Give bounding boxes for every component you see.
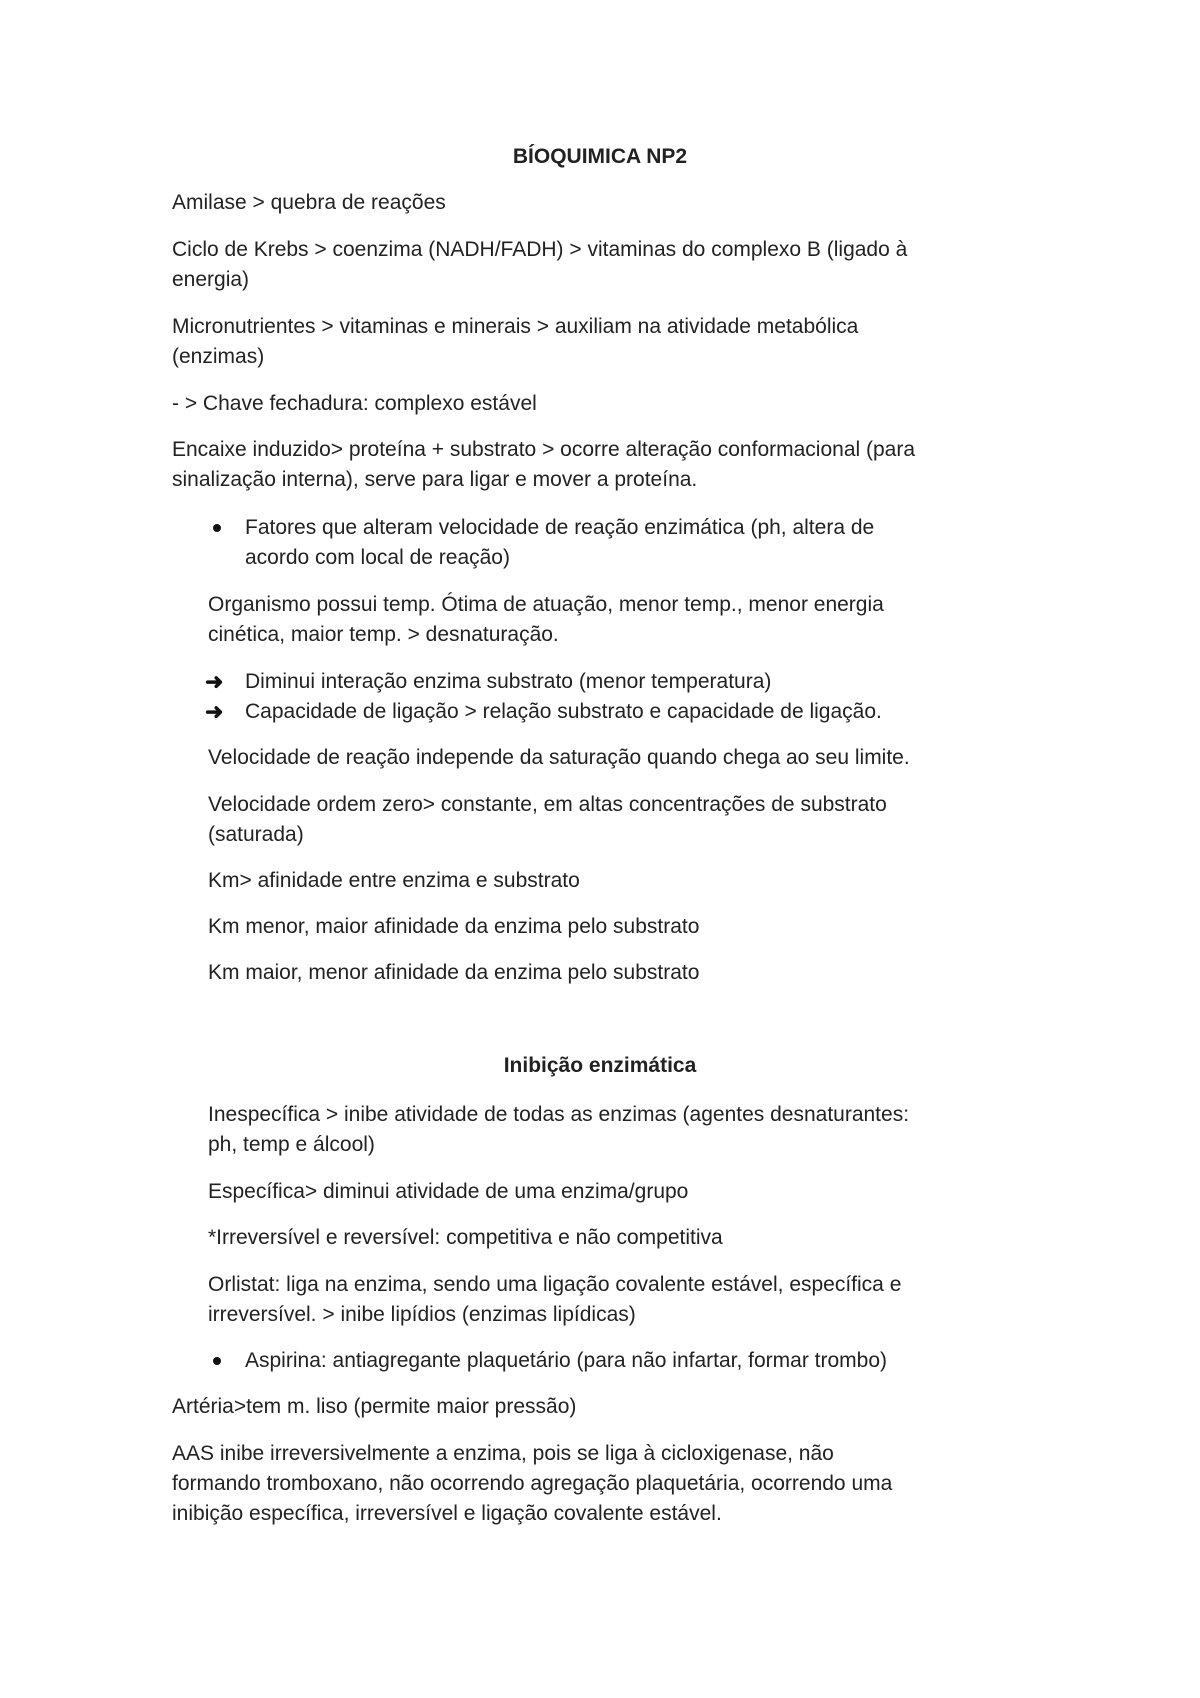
arrow-right-icon: ➜ [205, 669, 224, 694]
paragraph-chave-fechadura: - > Chave fechadura: complexo estável [172, 392, 537, 415]
paragraph-inespecifica-line2: ph, temp e álcool) [208, 1133, 375, 1156]
paragraph-krebs-line2: energia) [172, 268, 250, 291]
arrow-item-diminui: Diminui interação enzima substrato (menor temperatura) [245, 670, 772, 693]
arrow-right-icon: ➜ [205, 699, 224, 724]
paragraph-km-afinidade: Km> afinidade entre enzima e substrato [208, 869, 580, 892]
paragraph-ordem-zero-line1: Velocidade ordem zero> constante, em altas concentrações de substrato [208, 793, 887, 816]
paragraph-aas-line2: formando tromboxano, não ocorrendo agregação plaquetária, ocorrendo uma [172, 1472, 893, 1495]
paragraph-aas-line1: AAS inibe irreversivelmente a enzima, pois se liga à cicloxigenase, não [172, 1442, 834, 1465]
paragraph-micronutrientes-line2: (enzimas) [172, 345, 265, 368]
paragraph-organismo-line2: cinética, maior temp. > desnaturação. [208, 623, 559, 646]
paragraph-encaixe-line1: Encaixe induzido> proteína + substrato > ocorre alteração conformacional (para [172, 438, 916, 461]
paragraph-km-maior: Km maior, menor afinidade da enzima pelo substrato [208, 961, 700, 984]
arrow-item-capacidade: Capacidade de ligação > relação substrato e capacidade de ligação. [245, 700, 882, 723]
paragraph-km-menor: Km menor, maior afinidade da enzima pelo substrato [208, 915, 700, 938]
bullet-aspirina: Aspirina: antiagregante plaquetário (para não infartar, formar trombo) [245, 1349, 888, 1372]
paragraph-inespecifica-line1: Inespecífica > inibe atividade de todas as enzimas (agentes desnaturantes: [208, 1103, 910, 1126]
paragraph-especifica: Específica> diminui atividade de uma enzima/grupo [208, 1180, 689, 1203]
paragraph-amilase: Amilase > quebra de reações [172, 191, 446, 214]
paragraph-aas-line3: inibição específica, irreversível e ligação covalente estável. [172, 1502, 722, 1525]
bullet-fatores-line1: Fatores que alteram velocidade de reação enzimática (ph, altera de [245, 516, 875, 539]
paragraph-velocidade-reacao: Velocidade de reação independe da saturação quando chega ao seu limite. [208, 746, 910, 769]
paragraph-irreversivel: *Irreversível e reversível: competitiva e não competitiva [208, 1226, 723, 1249]
document-title: BÍOQUIMICA NP2 [512, 145, 688, 168]
paragraph-encaixe-line2: sinalização interna), serve para ligar e mover a proteína. [172, 468, 698, 491]
paragraph-krebs-line1: Ciclo de Krebs > coenzima (NADH/FADH) > vitaminas do complexo B (ligado à [172, 238, 908, 261]
paragraph-orlistat-line2: irreversível. > inibe lipídios (enzimas lipídicas) [208, 1303, 636, 1326]
paragraph-ordem-zero-line2: (saturada) [208, 823, 304, 846]
paragraph-micronutrientes-line1: Micronutrientes > vitaminas e minerais > auxiliam na atividade metabólica [172, 315, 859, 338]
bullet-fatores-line2: acordo com local de reação) [245, 546, 510, 569]
paragraph-orlistat-line1: Orlistat: liga na enzima, sendo uma ligação covalente estável, específica e [208, 1273, 902, 1296]
paragraph-arteria: Artéria>tem m. liso (permite maior pressão) [172, 1395, 577, 1418]
bullet-dot-icon [213, 524, 221, 532]
section-heading-inibicao: Inibição enzimática [503, 1054, 697, 1077]
paragraph-organismo-line1: Organismo possui temp. Ótima de atuação, menor temp., menor energia [208, 593, 884, 616]
bullet-dot-icon [213, 1357, 221, 1365]
